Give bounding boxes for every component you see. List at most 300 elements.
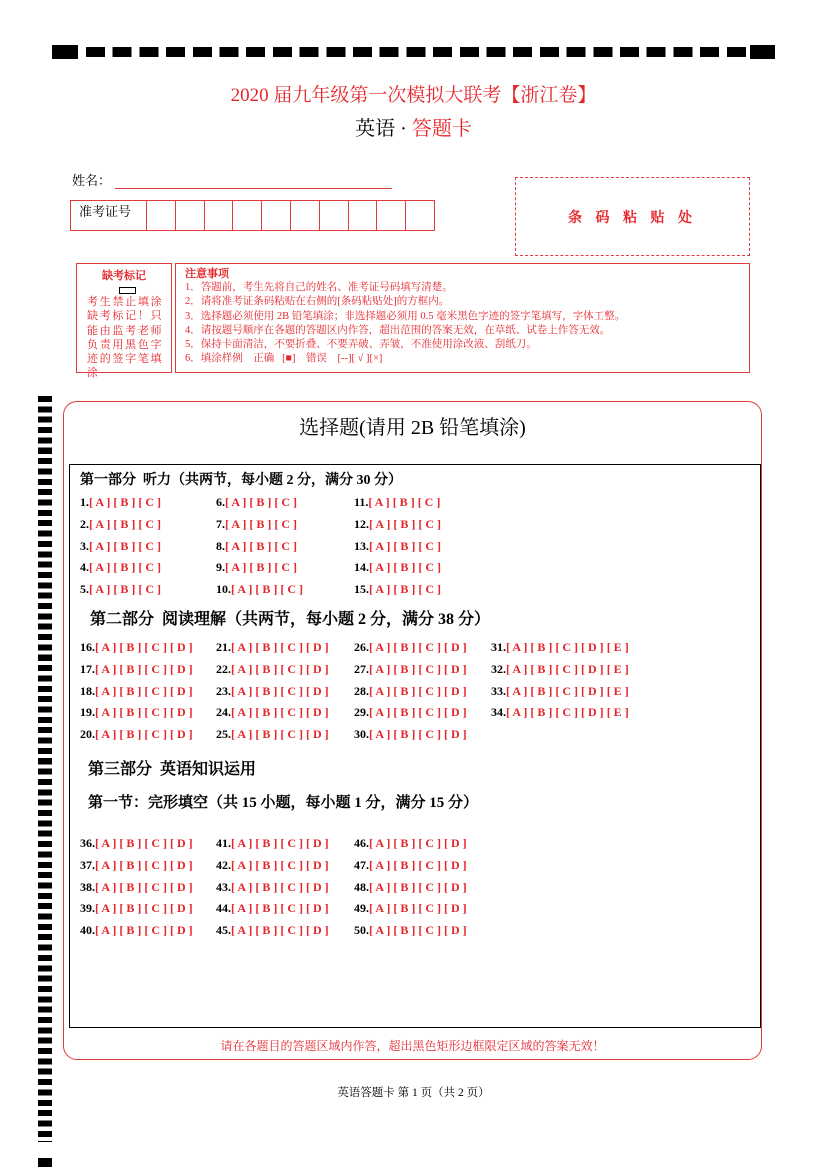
timing-marks-top-dashes <box>86 47 746 57</box>
answer-option-b: [ B ] <box>255 683 278 698</box>
question-15 <box>354 579 491 601</box>
answer-option-d: [ D ] <box>170 836 193 850</box>
question-37 <box>80 855 216 877</box>
answer-option-e: [ E ] <box>606 640 629 654</box>
answer-option-a: [ A ] <box>231 836 253 850</box>
answer-option-c: [ C ] <box>144 705 168 720</box>
answer-option-c: [ C ] <box>418 836 442 850</box>
answer-option-c: [ C ] <box>418 879 442 894</box>
question-number: 3. <box>80 538 89 553</box>
question-31 <box>491 637 641 659</box>
answer-option-a: [ A ] <box>231 923 253 937</box>
answer-option-b: [ B ] <box>530 661 553 676</box>
exam-id-digit-cell <box>377 201 406 230</box>
question-39 <box>80 898 216 920</box>
answer-option-b: [ B ] <box>530 705 553 720</box>
question-4 <box>80 557 216 579</box>
question-number: 27. <box>354 661 369 676</box>
question-1 <box>80 492 216 514</box>
name-label: 姓名： <box>72 173 112 188</box>
question-number: 38. <box>80 879 95 894</box>
answer-option-b: [ B ] <box>393 582 416 596</box>
answer-option-a: [ A ] <box>231 705 253 720</box>
answer-option-a: [ A ] <box>225 538 247 553</box>
answer-option-a: [ A ] <box>95 879 117 894</box>
answer-option-a: [ A ] <box>225 495 247 509</box>
question-number: 19. <box>80 705 95 720</box>
answer-option-c: [ C ] <box>418 901 442 916</box>
answer-option-d: [ D ] <box>306 923 329 937</box>
question-number: 31. <box>491 640 506 654</box>
question-column <box>216 833 354 942</box>
cloze-heading: 第一节：完形填空（共 15 小题，每小题 1 分，满分 15 分） <box>88 795 479 811</box>
answer-option-c: [ C ] <box>274 495 298 509</box>
answer-option-c: [ C ] <box>280 705 304 720</box>
answer-option-b: [ B ] <box>393 836 416 850</box>
answer-option-c: [ C ] <box>418 538 442 553</box>
question-30 <box>354 724 491 746</box>
instruction-item: 5．保持卡面清洁，不要折叠、不要弄破、弄皱，不准使用涂改液、刮纸刀。 <box>185 339 537 351</box>
question-number: 20. <box>80 727 95 741</box>
answer-option-d: [ D ] <box>444 640 467 654</box>
exam-id-digit-cell <box>262 201 291 230</box>
answer-option-b: [ B ] <box>255 582 278 596</box>
answer-option-d: [ D ] <box>306 901 329 916</box>
answer-option-a: [ A ] <box>506 705 528 720</box>
answer-option-d: [ D ] <box>170 923 193 937</box>
answer-option-d: [ D ] <box>170 857 193 872</box>
answer-option-c: [ C ] <box>280 901 304 916</box>
answer-option-d: [ D ] <box>306 640 329 654</box>
answer-option-d: [ D ] <box>444 727 467 741</box>
question-number: 43. <box>216 879 231 894</box>
question-10 <box>216 579 354 601</box>
question-29 <box>354 702 491 724</box>
listening-answer-grid <box>80 492 491 601</box>
answer-option-c: [ C ] <box>280 857 304 872</box>
question-number: 24. <box>216 705 231 720</box>
question-42 <box>216 855 354 877</box>
exam-id-digit-cell <box>205 201 234 230</box>
answer-option-c: [ C ] <box>418 560 442 575</box>
answer-option-c: [ C ] <box>144 683 168 698</box>
answer-option-c: [ C ] <box>280 923 304 937</box>
question-column <box>354 833 491 942</box>
absence-mark-bubble <box>119 287 136 294</box>
question-number: 4. <box>80 560 89 575</box>
answer-option-b: [ B ] <box>255 901 278 916</box>
question-number: 12. <box>354 516 369 531</box>
barcode-area <box>515 177 750 256</box>
question-number: 36. <box>80 836 95 850</box>
answer-option-c: [ C ] <box>144 836 168 850</box>
answer-option-c: [ C ] <box>280 879 304 894</box>
answer-option-d: [ D ] <box>306 683 329 698</box>
question-number: 1. <box>80 495 89 509</box>
question-38 <box>80 877 216 899</box>
answer-option-b: [ B ] <box>119 640 142 654</box>
answer-option-d: [ D ] <box>581 683 604 698</box>
answer-option-b: [ B ] <box>113 560 136 575</box>
exam-id-label: 准考证号 <box>71 201 147 230</box>
question-26 <box>354 637 491 659</box>
answer-option-b: [ B ] <box>113 516 136 531</box>
answer-option-a: [ A ] <box>231 857 253 872</box>
question-11 <box>354 492 491 514</box>
question-column <box>216 637 354 746</box>
question-18 <box>80 681 216 703</box>
answer-option-c: [ C ] <box>274 560 298 575</box>
question-number: 17. <box>80 661 95 676</box>
answer-option-c: [ C ] <box>144 901 168 916</box>
question-number: 33. <box>491 683 506 698</box>
question-27 <box>354 659 491 681</box>
answer-option-c: [ C ] <box>144 879 168 894</box>
card-label: 答题卡 <box>411 118 472 140</box>
question-number: 48. <box>354 879 369 894</box>
exam-id-digit-cell <box>233 201 262 230</box>
answer-option-a: [ A ] <box>369 683 391 698</box>
answer-option-d: [ D ] <box>170 705 193 720</box>
answer-option-a: [ A ] <box>95 640 117 654</box>
instruction-item: 1．答题前，考生先将自己的姓名、准考证号码填写清楚。 <box>185 282 453 294</box>
question-8 <box>216 536 354 558</box>
absence-mark-title: 缺考标记 <box>102 270 146 282</box>
answer-option-c: [ C ] <box>144 923 168 937</box>
answer-option-a: [ A ] <box>231 879 253 894</box>
question-number: 18. <box>80 683 95 698</box>
answer-option-b: [ B ] <box>393 516 416 531</box>
answer-option-c: [ C ] <box>144 640 168 654</box>
question-number: 25. <box>216 727 231 741</box>
question-number: 49. <box>354 901 369 916</box>
question-41 <box>216 833 354 855</box>
exam-id-digit-cell <box>349 201 378 230</box>
answer-option-d: [ D ] <box>306 661 329 676</box>
question-33 <box>491 681 641 703</box>
answer-option-a: [ A ] <box>506 683 528 698</box>
answer-option-a: [ A ] <box>95 661 117 676</box>
question-50 <box>354 920 491 942</box>
answer-option-a: [ A ] <box>368 495 390 509</box>
answer-option-d: [ D ] <box>581 640 604 654</box>
instruction-item: 4．请按题号顺序在各题的答题区内作答，超出范围的答案无效，在草纸、试卷上作答无效。 <box>185 324 611 336</box>
question-number: 45. <box>216 923 231 937</box>
answer-option-c: [ C ] <box>144 857 168 872</box>
absence-mark-box <box>76 263 172 380</box>
choice-section-title: 选择题(请用 2B 铅笔填涂) <box>299 417 526 439</box>
answer-option-d: [ D ] <box>444 879 467 894</box>
question-40 <box>80 920 216 942</box>
answer-option-b: [ B ] <box>119 857 142 872</box>
answer-option-a: [ A ] <box>231 727 253 741</box>
question-number: 7. <box>216 516 225 531</box>
page-footer: 英语答题卡 第 1 页（共 2 页） <box>337 1087 490 1099</box>
question-19 <box>80 702 216 724</box>
answer-option-a: [ A ] <box>369 582 391 596</box>
question-44 <box>216 898 354 920</box>
timing-marks-left <box>38 396 52 1142</box>
answer-option-d: [ D ] <box>444 901 467 916</box>
answer-option-b: [ B ] <box>119 683 142 698</box>
answer-option-c: [ C ] <box>280 582 304 596</box>
answer-option-c: [ C ] <box>138 582 162 596</box>
answer-option-b: [ B ] <box>249 538 272 553</box>
answer-option-b: [ B ] <box>119 727 142 741</box>
answer-option-a: [ A ] <box>231 582 253 596</box>
answer-option-a: [ A ] <box>369 538 391 553</box>
question-number: 14. <box>354 560 369 575</box>
answer-option-d: [ D ] <box>306 727 329 741</box>
answer-option-b: [ B ] <box>255 705 278 720</box>
name-underline <box>115 188 392 189</box>
answer-option-a: [ A ] <box>369 836 391 850</box>
answer-option-c: [ C ] <box>555 661 579 676</box>
answer-option-b: [ B ] <box>119 901 142 916</box>
answer-option-e: [ E ] <box>606 683 629 698</box>
answer-option-b: [ B ] <box>393 923 416 937</box>
timing-mark-top-right <box>750 45 775 59</box>
question-13 <box>354 536 491 558</box>
question-number: 10. <box>216 582 231 596</box>
answer-option-b: [ B ] <box>113 582 136 596</box>
answer-option-d: [ D ] <box>306 836 329 850</box>
answer-option-a: [ A ] <box>95 683 117 698</box>
answer-option-d: [ D ] <box>170 879 193 894</box>
answer-option-c: [ C ] <box>280 836 304 850</box>
question-number: 29. <box>354 705 369 720</box>
question-16 <box>80 637 216 659</box>
answer-option-c: [ C ] <box>418 683 442 698</box>
instructions-title: 注意事项 <box>185 268 229 280</box>
answer-option-a: [ A ] <box>369 516 391 531</box>
answer-option-c: [ C ] <box>280 683 304 698</box>
answer-option-d: [ D ] <box>581 705 604 720</box>
answer-option-a: [ A ] <box>95 705 117 720</box>
answer-option-a: [ A ] <box>225 516 247 531</box>
question-number: 9. <box>216 560 225 575</box>
question-number: 8. <box>216 538 225 553</box>
question-49 <box>354 898 491 920</box>
question-45 <box>216 920 354 942</box>
answer-option-a: [ A ] <box>95 923 117 937</box>
answer-option-a: [ A ] <box>369 560 391 575</box>
instruction-item: 6．填涂样例 正确 [■] 错误 [--][ √ ][×] <box>185 353 383 365</box>
question-25 <box>216 724 354 746</box>
answer-option-c: [ C ] <box>418 582 442 596</box>
listening-heading: 第一部分 听力（共两节，每小题 2 分，满分 30 分） <box>80 473 402 488</box>
instruction-item: 2．请将准考证条码粘贴在右侧的[条码粘贴处]的方框内。 <box>185 296 450 308</box>
question-number: 6. <box>216 495 225 509</box>
answer-option-b: [ B ] <box>530 640 553 654</box>
answer-option-a: [ A ] <box>369 879 391 894</box>
instruction-item: 3．选择题必须使用 2B 铅笔填涂；非选择题必须用 0.5 毫米黑色字迹的签字笔填写，字体工整。 <box>185 310 626 322</box>
question-number: 46. <box>354 836 369 850</box>
answer-option-c: [ C ] <box>418 727 442 741</box>
answer-option-c: [ C ] <box>144 661 168 676</box>
question-column <box>80 492 216 601</box>
question-number: 39. <box>80 901 95 916</box>
answer-option-c: [ C ] <box>138 560 162 575</box>
question-7 <box>216 514 354 536</box>
answer-option-b: [ B ] <box>393 727 416 741</box>
answer-option-a: [ A ] <box>369 857 391 872</box>
subject-label: 英语 · <box>355 118 412 140</box>
answer-option-b: [ B ] <box>393 705 416 720</box>
question-12 <box>354 514 491 536</box>
card-subtitle <box>0 118 827 140</box>
answer-option-e: [ E ] <box>606 661 629 676</box>
answer-option-b: [ B ] <box>393 857 416 872</box>
question-2 <box>80 514 216 536</box>
question-23 <box>216 681 354 703</box>
answer-option-a: [ A ] <box>231 661 253 676</box>
answer-option-c: [ C ] <box>418 661 442 676</box>
answer-option-d: [ D ] <box>444 857 467 872</box>
answer-option-b: [ B ] <box>530 683 553 698</box>
answer-option-b: [ B ] <box>113 538 136 553</box>
answer-option-b: [ B ] <box>119 661 142 676</box>
answer-option-a: [ A ] <box>369 661 391 676</box>
reading-answer-grid <box>80 637 641 746</box>
answer-option-c: [ C ] <box>280 661 304 676</box>
answer-option-b: [ B ] <box>255 836 278 850</box>
question-number: 11. <box>354 495 369 509</box>
answer-option-c: [ C ] <box>274 538 298 553</box>
exam-id-digit-cell <box>147 201 176 230</box>
question-number: 26. <box>354 640 369 654</box>
answer-option-c: [ C ] <box>418 516 442 531</box>
question-number: 37. <box>80 857 95 872</box>
answer-option-d: [ D ] <box>306 857 329 872</box>
answer-option-c: [ C ] <box>417 495 441 509</box>
exam-id-digit-cell <box>320 201 349 230</box>
question-number: 42. <box>216 857 231 872</box>
question-6 <box>216 492 354 514</box>
question-34 <box>491 702 641 724</box>
question-number: 40. <box>80 923 95 937</box>
answer-option-b: [ B ] <box>393 661 416 676</box>
answer-option-b: [ B ] <box>249 495 272 509</box>
question-number: 50. <box>354 923 369 937</box>
answer-option-c: [ C ] <box>418 857 442 872</box>
answer-option-b: [ B ] <box>255 879 278 894</box>
barcode-area-label: 条 码 粘 贴 处 <box>568 210 697 226</box>
answer-option-a: [ A ] <box>506 661 528 676</box>
question-number: 28. <box>354 683 369 698</box>
answer-option-a: [ A ] <box>89 538 111 553</box>
answer-option-b: [ B ] <box>249 516 272 531</box>
answer-option-d: [ D ] <box>170 640 193 654</box>
exam-id-box <box>70 200 435 231</box>
answer-option-a: [ A ] <box>369 640 391 654</box>
answer-option-c: [ C ] <box>280 640 304 654</box>
question-number: 13. <box>354 538 369 553</box>
answer-option-a: [ A ] <box>231 683 253 698</box>
question-21 <box>216 637 354 659</box>
answer-option-c: [ C ] <box>418 640 442 654</box>
answer-option-c: [ C ] <box>418 923 442 937</box>
question-36 <box>80 833 216 855</box>
question-24 <box>216 702 354 724</box>
question-number: 44. <box>216 901 231 916</box>
timing-marks-top <box>52 45 775 59</box>
question-20 <box>80 724 216 746</box>
question-column <box>80 833 216 942</box>
answer-option-d: [ D ] <box>306 879 329 894</box>
answer-option-d: [ D ] <box>170 683 193 698</box>
question-number: 21. <box>216 640 231 654</box>
language-use-heading: 第三部分 英语知识运用 <box>88 761 257 778</box>
question-47 <box>354 855 491 877</box>
answer-option-b: [ B ] <box>119 836 142 850</box>
exam-id-digit-cell <box>291 201 320 230</box>
question-32 <box>491 659 641 681</box>
answer-option-d: [ D ] <box>444 683 467 698</box>
question-number: 34. <box>491 705 506 720</box>
question-number: 41. <box>216 836 231 850</box>
answer-option-d: [ D ] <box>170 901 193 916</box>
reading-heading: 第二部分 阅读理解（共两节，每小题 2 分，满分 38 分） <box>90 611 491 628</box>
question-column <box>216 492 354 601</box>
question-column <box>354 637 491 746</box>
answer-option-b: [ B ] <box>392 495 415 509</box>
instructions-box <box>175 263 750 373</box>
answer-option-c: [ C ] <box>138 495 162 509</box>
absence-mark-note: 考生禁止填涂缺考标记！只能由监考老师负责用黑色字迹的签字笔填涂 <box>87 296 163 380</box>
answer-area-warning: 请在各题目的答题区域内作答，超出黑色矩形边框限定区域的答案无效！ <box>220 1039 605 1053</box>
question-number: 2. <box>80 516 89 531</box>
question-number: 47. <box>354 857 369 872</box>
answer-option-b: [ B ] <box>393 879 416 894</box>
answer-option-a: [ A ] <box>89 495 111 509</box>
question-column <box>80 637 216 746</box>
question-14 <box>354 557 491 579</box>
answer-option-b: [ B ] <box>255 727 278 741</box>
answer-option-b: [ B ] <box>249 560 272 575</box>
answer-option-b: [ B ] <box>255 640 278 654</box>
answer-option-d: [ D ] <box>306 705 329 720</box>
answer-option-a: [ A ] <box>95 727 117 741</box>
question-9 <box>216 557 354 579</box>
question-number: 23. <box>216 683 231 698</box>
answer-option-a: [ A ] <box>506 640 528 654</box>
answer-option-d: [ D ] <box>170 661 193 676</box>
answer-option-c: [ C ] <box>280 727 304 741</box>
question-22 <box>216 659 354 681</box>
answer-option-a: [ A ] <box>369 727 391 741</box>
answer-option-d: [ D ] <box>444 661 467 676</box>
answer-option-c: [ C ] <box>274 516 298 531</box>
exam-id-cells <box>147 201 434 230</box>
answer-option-d: [ D ] <box>444 705 467 720</box>
answer-option-a: [ A ] <box>231 640 253 654</box>
question-17 <box>80 659 216 681</box>
exam-title: 2020 届九年级第一次模拟大联考【浙江卷】 <box>230 85 597 106</box>
answer-option-b: [ B ] <box>119 879 142 894</box>
question-number: 32. <box>491 661 506 676</box>
answer-option-a: [ A ] <box>231 901 253 916</box>
question-46 <box>354 833 491 855</box>
answer-option-c: [ C ] <box>555 683 579 698</box>
answer-option-b: [ B ] <box>119 705 142 720</box>
answer-option-a: [ A ] <box>369 923 391 937</box>
answer-option-b: [ B ] <box>113 495 136 509</box>
answer-option-a: [ A ] <box>89 582 111 596</box>
question-number: 15. <box>354 582 369 596</box>
answer-option-a: [ A ] <box>95 901 117 916</box>
exam-id-digit-cell <box>406 201 434 230</box>
